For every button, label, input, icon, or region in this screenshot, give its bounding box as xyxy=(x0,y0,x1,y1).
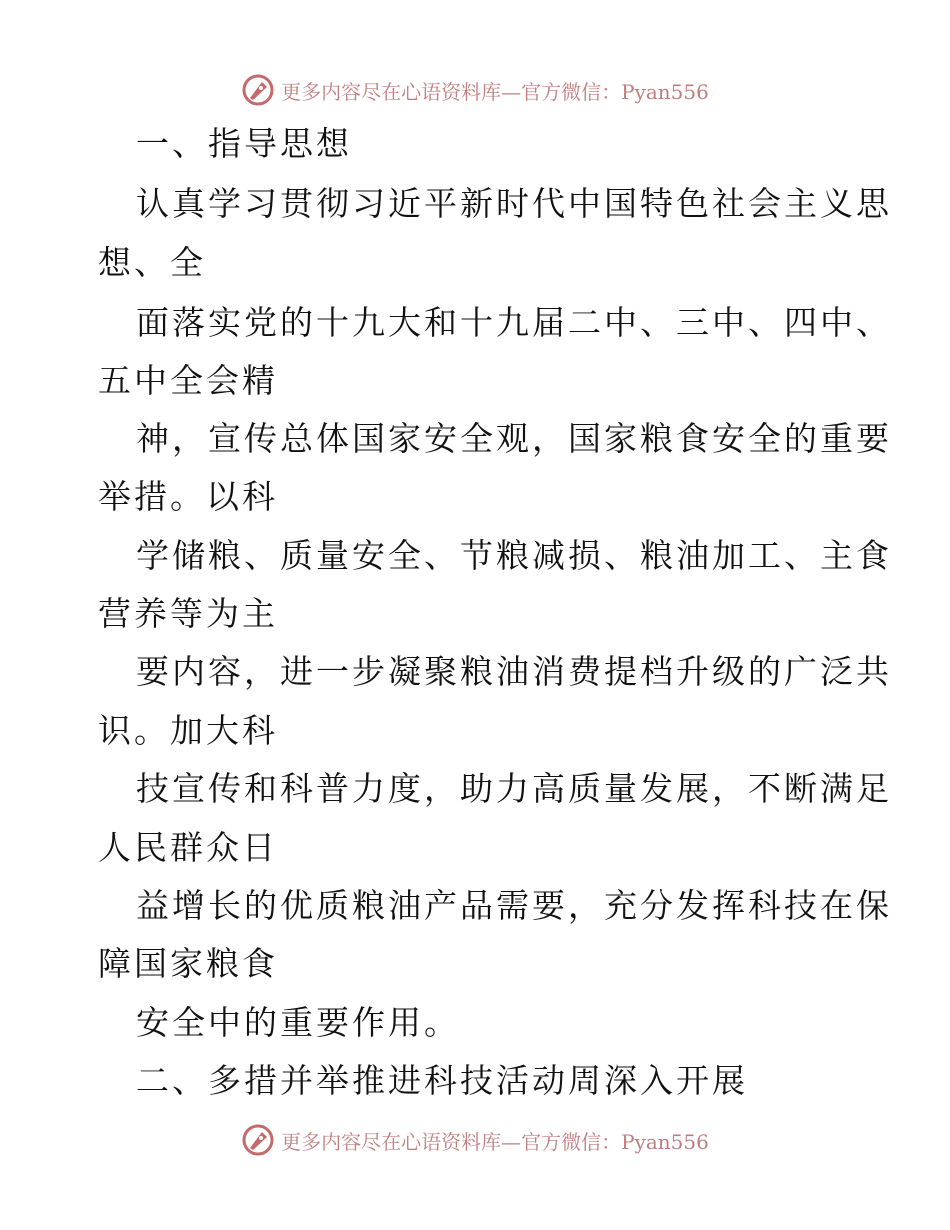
paragraph-line: 人民群众日 xyxy=(98,828,278,867)
paragraph-line: 益增长的优质粮油产品需要，充分发挥科技在保 xyxy=(136,886,892,925)
watermark-text: 更多内容尽在心语资料库—官方微信：Pyan556 xyxy=(281,1129,709,1154)
paragraph-line: 举措。以科 xyxy=(98,477,278,516)
pen-nib-logo-icon xyxy=(241,1123,275,1157)
paragraph-line: 学储粮、质量安全、节粮减损、粮油加工、主食 xyxy=(136,536,892,575)
paragraph-line: 技宣传和科普力度，助力高质量发展，不断满足 xyxy=(136,769,892,808)
footer-watermark xyxy=(0,1120,950,1160)
paragraph-line: 识。加大科 xyxy=(98,711,278,750)
section-heading-1: 一、指导思想 xyxy=(136,124,352,163)
pen-nib-logo-icon xyxy=(241,73,275,107)
paragraph-line: 面落实党的十九大和十九届二中、三中、四中、 xyxy=(136,303,892,342)
paragraph-line: 要内容，进一步凝聚粮油消费提档升级的广泛共 xyxy=(136,652,892,691)
paragraph-line: 认真学习贯彻习近平新时代中国特色社会主义思 xyxy=(136,184,892,223)
paragraph-line: 营养等为主 xyxy=(98,594,278,633)
section-heading-2: 二、多措并举推进科技活动周深入开展 xyxy=(136,1061,748,1100)
header-watermark xyxy=(0,70,950,110)
watermark-text: 更多内容尽在心语资料库—官方微信：Pyan556 xyxy=(281,79,709,104)
paragraph-line: 安全中的重要作用。 xyxy=(136,1003,460,1042)
paragraph-line: 想、全 xyxy=(98,243,206,282)
paragraph-line: 五中全会精 xyxy=(98,361,278,400)
paragraph-line: 神，宣传总体国家安全观，国家粮食安全的重要 xyxy=(136,419,892,458)
paragraph-line: 障国家粮食 xyxy=(98,944,278,983)
